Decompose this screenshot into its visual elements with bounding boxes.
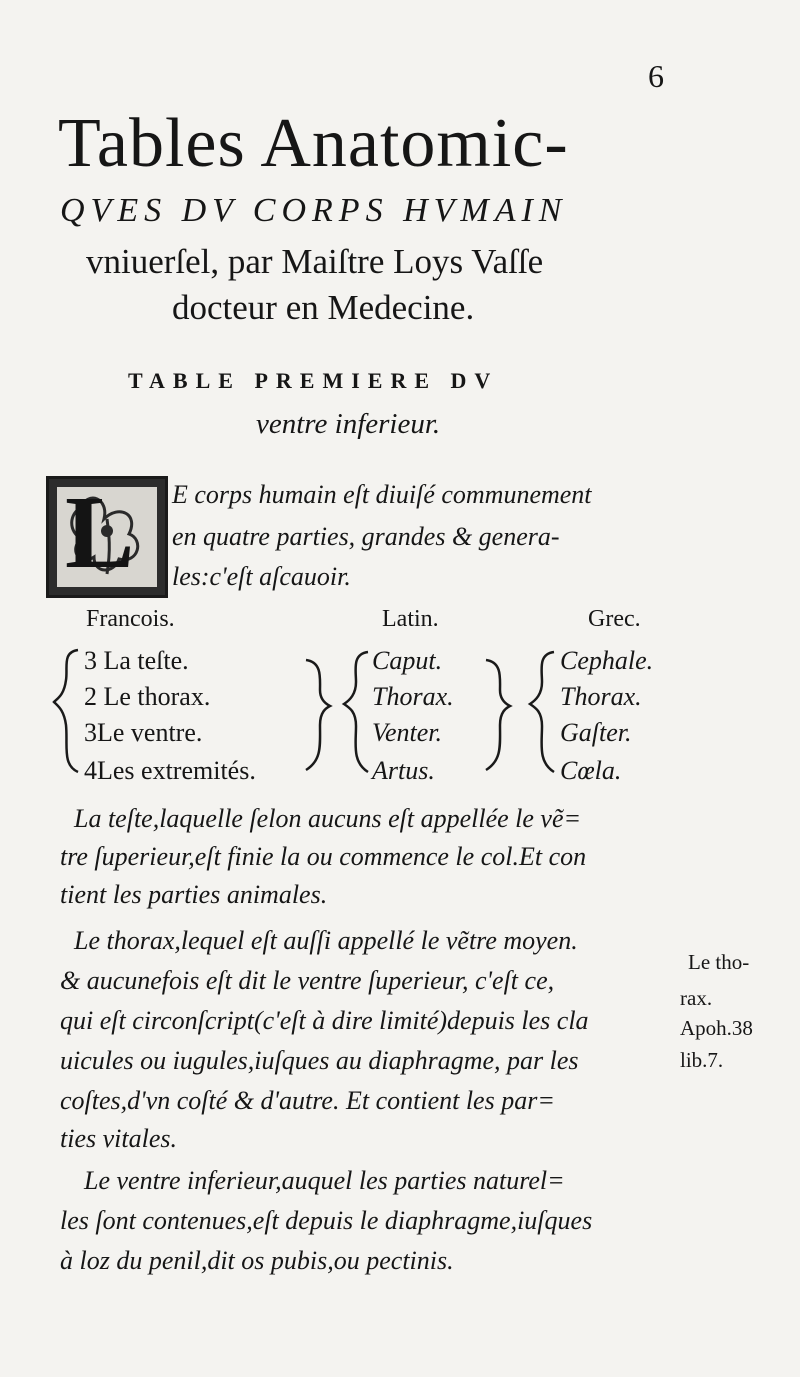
brace-right-francois [306,660,330,770]
intro-line-1: E corps humain eſt diuiſé communement [172,480,592,509]
brace-right-latin [486,660,510,770]
intro-line-2: en quatre parties, grandes & genera- [172,522,560,551]
table-subtitle: ventre inferieur. [256,408,441,440]
francois-item-2: 2 Le thorax. [84,682,211,711]
body-line-4: Le thorax,lequel eſt auſſi appellé le vẽtre moyen. [74,926,578,955]
body-line-12: à loz du penil,dit os pubis,ou pectinis. [60,1246,454,1275]
margin-note-2: rax. [680,986,713,1010]
latin-item-3: Venter. [372,718,443,747]
column-heading-francois: Francois. [86,606,175,632]
intro-line-3: les:c'eſt aſcauoir. [172,562,351,591]
body-line-7: uicules ou iugules,iuſques au diaphragme, par les [60,1046,579,1075]
margin-note-4: lib.7. [680,1048,724,1072]
body-line-10: Le ventre inferieur,auquel les parties naturel= [84,1166,565,1195]
latin-item-2: Thorax. [372,682,454,711]
subtitle-line-2: vniuerſel, par Maiſtre Loys Vaſſe [86,242,544,281]
francois-item-1: 3 La teſte. [84,646,189,675]
latin-item-1: Caput. [372,646,443,675]
body-line-1: La teſte,laquelle ſelon aucuns eſt appellée le vẽ= [74,804,582,833]
page-number: 6 [648,58,664,94]
table-title: TABLE PREMIERE DV [128,368,499,393]
margin-note-3: Apoh.38 [680,1016,753,1040]
column-heading-grec: Grec. [588,606,641,632]
francois-item-3: 3Le ventre. [84,718,203,747]
latin-item-4: Artus. [372,756,435,785]
body-line-5: & aucunefois eſt dit le ventre ſuperieur, c'eſt ce, [60,966,555,995]
francois-item-4: 4Les extremités. [84,756,256,785]
grec-item-4: Cœla. [560,756,622,785]
brace-left-francois [54,650,78,772]
brace-left-latin [344,652,368,772]
grec-item-1: Cephale. [560,646,654,675]
body-line-9: ties vitales. [60,1124,177,1153]
body-line-3: tient les parties animales. [60,880,328,909]
margin-note-1: Le tho- [688,950,750,974]
brace-left-grec [530,652,554,772]
body-line-11: les ſont contenues,eſt depuis le diaphragme,iuſques [60,1206,593,1235]
initial-letter: L [65,475,135,590]
body-line-2: tre ſuperieur,eſt finie la ou commence le col.Et con [60,842,587,871]
body-line-6: qui eſt circonſcript(c'eſt à dire limité)depuis les cla [60,1006,589,1035]
body-line-8: coſtes,d'vn coſté & d'autre. Et contient les par= [60,1086,555,1115]
column-heading-latin: Latin. [382,606,439,632]
subtitle-line-3: docteur en Medecine. [172,288,475,327]
grec-item-2: Thorax. [560,682,642,711]
page-title: Tables Anatomic- [58,105,569,182]
grec-item-3: Gaſter. [560,718,632,747]
subtitle-line-1: QVES DV CORPS HVMAIN [60,192,568,229]
